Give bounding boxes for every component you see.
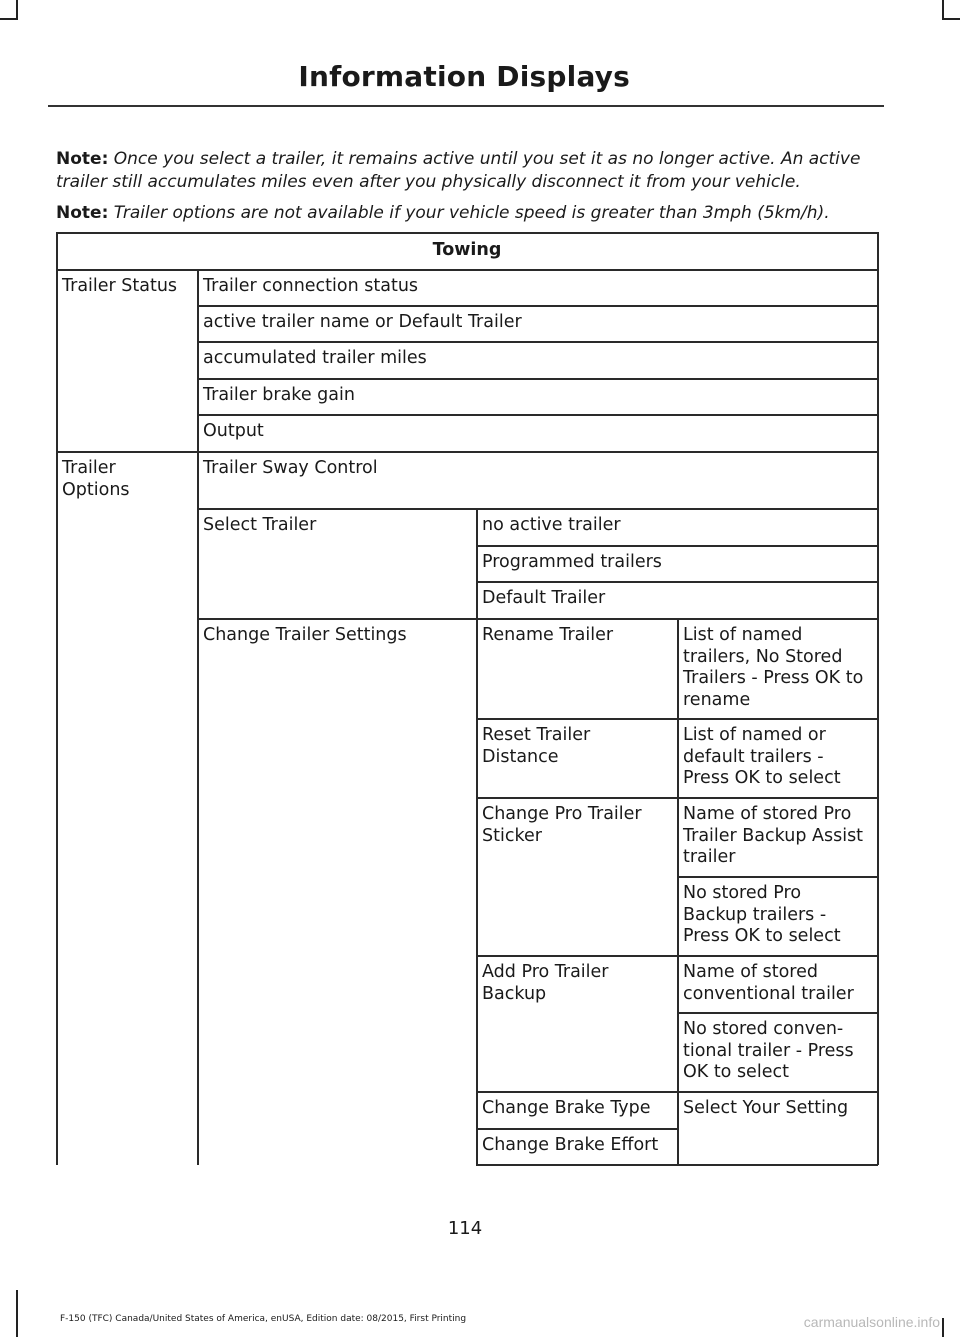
table-cell: Add Pro Trailer Backup xyxy=(482,962,609,1004)
crop-mark xyxy=(16,0,18,20)
note xyxy=(56,148,886,194)
table-rule xyxy=(677,1012,878,1014)
page-title: Information Displays xyxy=(298,60,630,93)
crop-mark xyxy=(944,18,960,20)
note-text: Trailer options are not available if your vehicle speed is greater than 3mph (5km/h). xyxy=(113,203,830,223)
crop-mark xyxy=(942,0,944,20)
table-cell: accumulated trailer miles xyxy=(203,348,427,368)
page-number: 114 xyxy=(447,1218,483,1239)
table-cell: No stored Pro Backup trailers - Press OK to select xyxy=(683,883,841,946)
table-cell: List of named trailers, No Stored Trailers - Press OK to rename xyxy=(683,625,864,710)
table-rule xyxy=(476,1128,677,1130)
table-rule xyxy=(476,545,878,547)
table-rule xyxy=(56,451,878,453)
table-cell: active trailer name or Default Trailer xyxy=(203,312,522,332)
note xyxy=(56,202,886,225)
table-rule xyxy=(476,581,878,583)
trailer-options-label: Trailer Options xyxy=(62,458,130,500)
select-trailer-label: Select Trailer xyxy=(203,515,317,535)
table-rule xyxy=(197,378,878,380)
table-title: Towing xyxy=(432,240,502,260)
table-cell: Name of stored Pro Trailer Backup Assist trailer xyxy=(683,804,864,867)
table-cell: No stored conven- tional trailer - Press OK to select xyxy=(683,1019,854,1082)
table-rule xyxy=(197,341,878,343)
table-cell: Name of stored conventional trailer xyxy=(683,962,854,1004)
crop-mark xyxy=(942,1318,944,1337)
table-cell: Programmed trailers xyxy=(482,552,662,572)
table-cell: Default Trailer xyxy=(482,588,606,608)
table-rule xyxy=(56,269,878,271)
table-rule xyxy=(56,232,878,234)
table-rule xyxy=(56,232,58,1165)
table-cell: Output xyxy=(203,421,264,441)
trailer-status-label: Trailer Status xyxy=(62,276,178,296)
table-cell: Trailer connection status xyxy=(203,276,419,296)
table-rule xyxy=(197,414,878,416)
table-cell: Select Your Setting xyxy=(683,1098,849,1118)
table-cell: Change Brake Effort xyxy=(482,1135,659,1155)
watermark: carmanualsonline.info xyxy=(803,1314,940,1330)
table-rule xyxy=(877,232,879,1165)
note-label: Note: xyxy=(56,149,109,169)
table-cell: List of named or default trailers - Press OK to select xyxy=(683,725,841,788)
note-label: Note: xyxy=(56,203,109,223)
table-cell: Change Brake Type xyxy=(482,1098,651,1118)
header-divider xyxy=(48,105,884,107)
table-rule xyxy=(197,618,878,620)
note-text: Once you select a trailer, it remains active until you set it as no longer active. An active trailer still accumulates miles even after you physically disconnect it from your vehicle. xyxy=(56,149,861,192)
table-rule xyxy=(197,305,878,307)
crop-mark xyxy=(0,18,16,20)
change-trailer-settings-label: Change Trailer Settings xyxy=(203,625,407,645)
table-cell: Rename Trailer xyxy=(482,625,614,645)
table-cell: Trailer brake gain xyxy=(203,385,355,405)
crop-mark xyxy=(16,1290,18,1337)
table-cell: Trailer Sway Control xyxy=(203,458,378,478)
table-cell: Change Pro Trailer Sticker xyxy=(482,804,642,846)
table-rule xyxy=(677,876,878,878)
table-cell: no active trailer xyxy=(482,515,621,535)
footer-text: F-150 (TFC) Canada/United States of America, enUSA, Edition date: 08/2015, First Printing xyxy=(60,1314,467,1324)
table-rule xyxy=(197,508,878,510)
table-cell: Reset Trailer Distance xyxy=(482,725,591,767)
